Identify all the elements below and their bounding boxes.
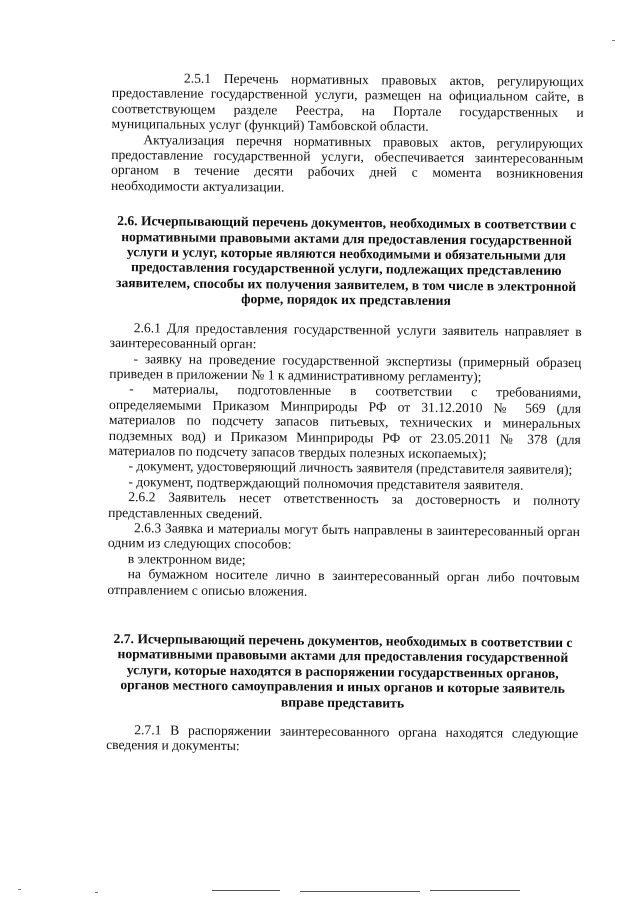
- list-item-electronic: в электронном виде;: [127, 550, 246, 567]
- list-item-paper: на бумажном носителе лично в заинтересованный орган либо почтовым отправлением с описью вложения.: [107, 566, 580, 599]
- list-item-application: - заявку на проведение государственной экспертизы (примерный образец приведен в приложении № 1 к административному регламенту);: [109, 350, 582, 385]
- paragraph-actualization: Актуализация перечня нормативных правовых актов, регулирующих предоставление государственной услуги, обеспечивается заинтересованным органом в течение десяти рабочих дней с момента возникновения необходимости актуализации.: [110, 131, 584, 195]
- list-item-authority-document: - документ, подтверждающий полномочия представителя заявителя.: [128, 473, 524, 493]
- scan-artifact-speck: [18, 889, 21, 890]
- paragraph-2-6-2: 2.6.2 Заявитель несет ответственность за достоверность и полноту представленных сведений.: [108, 489, 581, 521]
- scan-artifact-line: [212, 890, 280, 891]
- paragraph-2-5-1: 2.5.1 Перечень нормативных правовых актов, регулирующих предоставление государственной услуги, размещен на официальном сайте, в соответствующем разделе Реестра, на Портале государственных и муниципальных услуг (функций) Тамбовской области.: [111, 70, 584, 134]
- scan-artifact-line: [300, 891, 420, 892]
- scan-artifact-line: [430, 890, 520, 891]
- scan-artifact-speck: [612, 40, 615, 41]
- list-item-identity-document: - документ, удостоверяющий личность заявителя (представителя заявителя);: [128, 458, 573, 478]
- paragraph-2-6-1: 2.6.1 Для предоставления государственной услуги заявитель направляет в заинтересованный орган:: [109, 319, 582, 352]
- scan-artifact-speck: [95, 892, 98, 893]
- paragraph-2-6-3: 2.6.3 Заявка и материалы могут быть направлены в заинтересованный орган одним из следующих способов:: [107, 520, 581, 552]
- list-item-materials: - материалы, подготовленные в соответствии с требованиями, определяемыми Приказом Минприроды РФ от 31.12.2010 № 569 (для материалов по подсчету запасов питьевых, технических и минеральных подземных вод) и Приказом Минприроды РФ от 23.05.2011 № 378 (для материалов по подсчету запасов твердых полезных ископаемых);: [108, 381, 582, 462]
- paragraph-2-7-1: 2.7.1 В распоряжении заинтересованного органа находятся следующие сведения и документы:: [106, 722, 579, 754]
- section-heading-2-7: 2.7. Исчерпывающий перечень документов, необходимых в соответствии с нормативными правовыми актами для предоставления государственной услуги, которые находятся в распоряжении государственных органов, органов местного самоуправления и иных органов и которые заявитель вправе представить: [113, 631, 573, 711]
- section-heading-2-6: 2.6. Исчерпывающий перечень документов, необходимых в соответствии с нормативными правовыми актами для предоставления государственной услуги и услуг, которые являются необходимыми и обязательными для предоставления государственной услуги, подлежащих представлению заявителем, способы их получения заявителем, в том числе в электронной форме, порядок их представления: [116, 213, 577, 309]
- document-body: [106, 70, 584, 757]
